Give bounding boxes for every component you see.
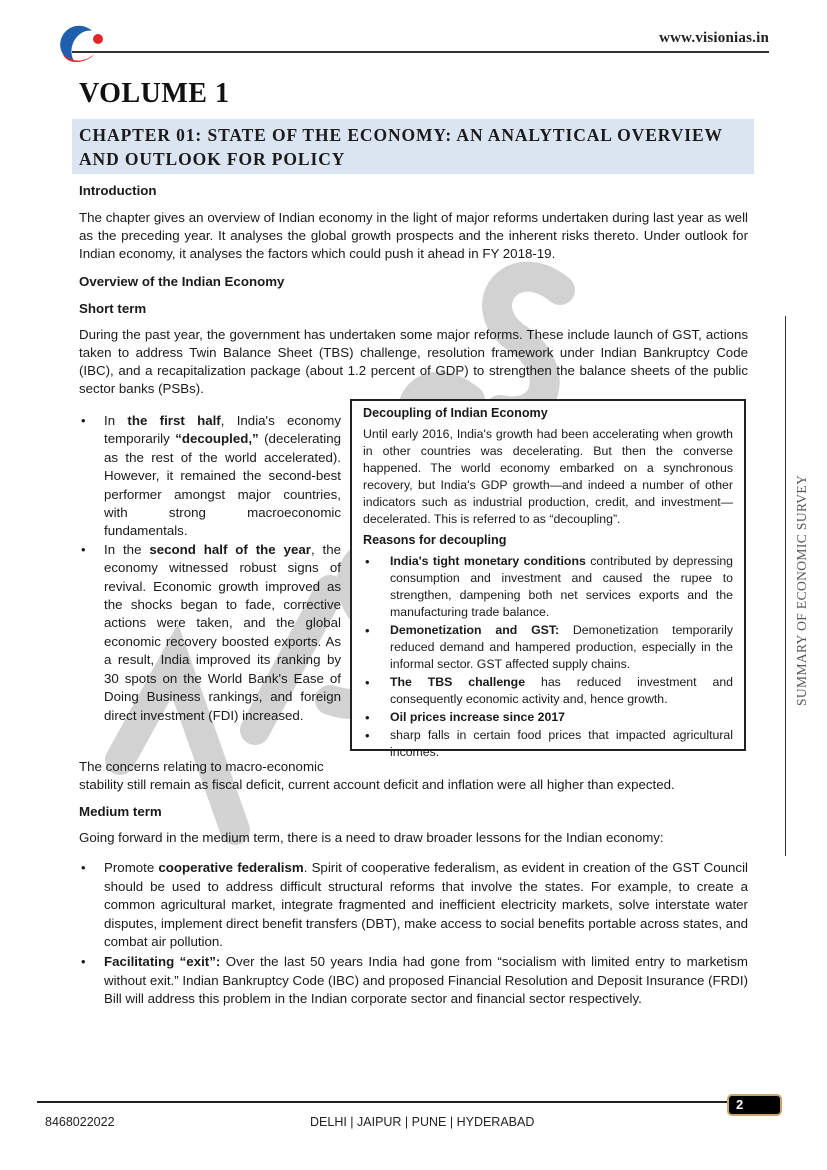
list-item: • Oil prices increase since 2017 (365, 710, 566, 725)
list-item: • In the first half, India's economy temporarily “decoupled,” (decelerating as the rest of the world accelerated). However, it remained the second-best performer amongst major countries, with strong macroeconomic fundamentals. (81, 413, 341, 539)
short-term-text: During the past year, the government has undertaken some major reforms. These include launch of GST, actions taken to address Twin Balance Sheet (TBS) challenge, resolution framework under Indian Bankruptcy Code (IBC), and a recapitalization package (about 1.2 percent of GDP) to strengthen the balance sheets of the public sector banks (PSBs). (79, 327, 748, 396)
chapter-heading-box (72, 119, 754, 174)
decoupling-info-box (350, 399, 746, 759)
short-term-heading: Short term (79, 301, 147, 316)
list-item: • Demonetization and GST: Demonetization temporarily reduced demand and hampered production, especially in the informal sector. GST affected supply chains. (365, 623, 733, 671)
box-text: Until early 2016, India's growth had been accelerating when growth in other countries was decelerating. But then the converse happened. The world economy embarked on a synchronous recovery, but India's GDP growth—and indeed a number of other indicators such as industrial production, credit, and investment—decelerated. This is referred to as “decoupling”. (363, 427, 733, 526)
bullet-icon: • (365, 554, 370, 569)
bullet-icon: • (365, 710, 370, 725)
vision-ias-logo (56, 22, 104, 64)
chapter-title-line-2: AND OUTLOOK FOR POLICY (79, 149, 346, 169)
overview-heading: Overview of the Indian Economy (79, 274, 285, 289)
box-title: Decoupling of Indian Economy (363, 406, 548, 420)
list-item: • The TBS challenge has reduced investment and consequently economic activity and, hence growth. (365, 675, 733, 706)
chapter-title-line-1: CHAPTER 01: STATE OF THE ECONOMY: AN ANALYTICAL OVERVIEW (79, 125, 723, 145)
concerns-text-line-1: The concerns relating to macro-economic (79, 759, 324, 774)
concerns-text-line-2: stability still remain as fiscal deficit, current account deficit and inflation were all higher than expected. (79, 777, 675, 792)
bullet-icon: • (365, 675, 370, 690)
header-divider (72, 51, 769, 53)
bullet-icon: • (81, 953, 86, 969)
bullet-icon: • (365, 728, 370, 743)
footer-divider (37, 1101, 732, 1103)
medium-term-heading: Medium term (79, 804, 162, 819)
list-item: • India's tight monetary conditions contributed by depressing consumption and investment and caused the rupee to strengthen, dampening both net services exports and the manufacturing trade balance. (365, 554, 733, 619)
footer-phone: 8468022022 (45, 1115, 115, 1129)
bullet-icon: • (365, 623, 370, 638)
introduction-heading: Introduction (79, 183, 157, 198)
footer-cities: DELHI | JAIPUR | PUNE | HYDERABAD (310, 1115, 535, 1129)
bullet-icon: • (81, 860, 86, 875)
side-divider (785, 316, 786, 856)
bullet-icon: • (81, 541, 86, 557)
chapter-title (72, 119, 754, 171)
medium-term-intro: Going forward in the medium term, there is a need to draw broader lessons for the Indian economy: (79, 830, 664, 845)
short-term-bullets (79, 412, 341, 725)
list-item: • In the second half of the year, the economy witnessed robust signs of revival. Economic growth improved as the shocks began to fade, corrective actions were taken, and the global economic recovery boosted exports. As a result, India improved its ranking by 30 spots on the World Bank's Ease of Doing Business rankings, and foreign direct investment (FDI) increased. (81, 541, 342, 723)
side-label: SUMMARY OF ECONOMIC SURVEY (794, 474, 809, 706)
reasons-list (363, 553, 733, 761)
list-item: • Promote cooperative federalism. Spirit of cooperative federalism, as evident in creation of the GST Council should be used to address difficult structural reforms that involve the states. For example, to create a common agricultural market, integrate fragmented and inefficient electricity markets, solve interstate water disputes, implement direct benefit transfers (DBT), make access to social benefits portable across states, and combat air pollution. (81, 860, 748, 950)
volume-title: VOLUME 1 (79, 78, 230, 109)
introduction-text: The chapter gives an overview of Indian economy in the light of major reforms undertaken during last year as well as the preceding year. It analyses the global growth prospects and the inherent risks thereto. Under outlook for Indian economy, it analyses the factors which could push it ahead in FY 2018-19. (79, 210, 748, 261)
list-item: • sharp falls in certain food prices that impacted agricultural incomes. (365, 728, 733, 759)
website-url[interactable]: www.visionias.in (659, 30, 769, 46)
medium-term-bullets (79, 859, 748, 1010)
bullet-icon: • (81, 413, 86, 428)
list-item: • Facilitating “exit”: Over the last 50 years India had gone from “socialism with limited entry to marketism without exit.” Indian Bankruptcy Code (IBC) and proposed Financial Resolution and Deposit Insurance (FRDI) Bill will address this problem in the Indian corporate sector and financial sector respectively. (81, 953, 748, 1007)
page-number-badge: 2 (727, 1094, 782, 1116)
reasons-heading: Reasons for decoupling (363, 533, 507, 547)
